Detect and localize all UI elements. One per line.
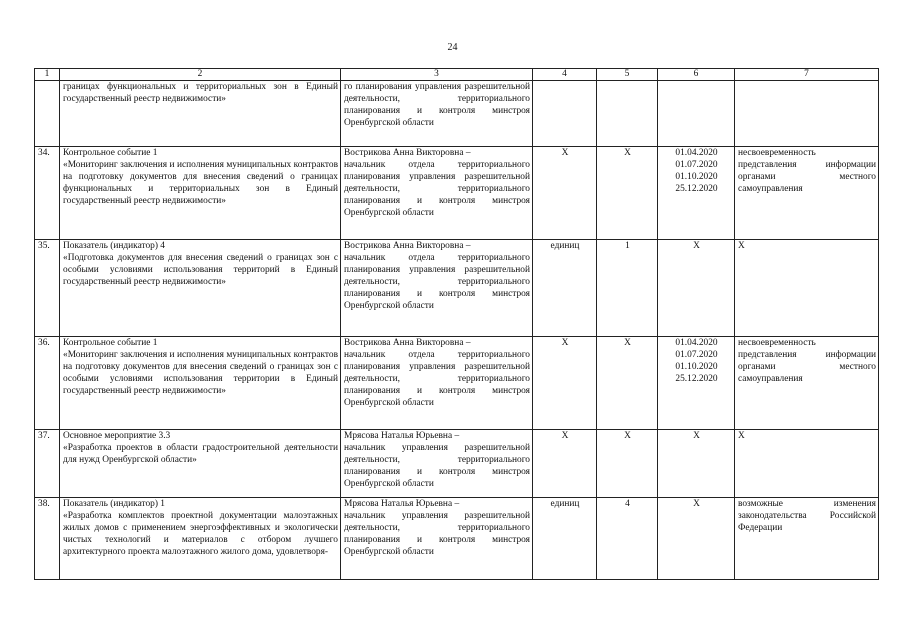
event-description <box>60 430 341 498</box>
table-row <box>35 81 879 147</box>
deadline-date: 01.07.2020 <box>675 159 718 170</box>
responsible-cell <box>341 498 533 580</box>
row-number <box>35 81 60 147</box>
event-title: Показатель (индикатор) 4 <box>63 241 165 251</box>
column-number: 5 <box>597 69 658 81</box>
deadline-date: 25.12.2020 <box>675 183 718 194</box>
unit-cell <box>533 81 597 147</box>
column-number: 4 <box>533 69 597 81</box>
responsible-cell: го планирования управления разрешительной деятельности, территориального планирования и контроля минстроя Оренбургской области <box>341 81 533 147</box>
value-cell: X <box>597 430 658 498</box>
risk-cell: несвоевременность представления информации органами местного самоуправления <box>735 147 879 240</box>
responsible-role: начальник управления разрешительной деятельности, территориального планирования и контроля минстроя Оренбургской области <box>344 510 530 557</box>
responsible-name: Вострикова Анна Викторовна – <box>344 338 471 348</box>
value-cell: 4 <box>597 498 658 580</box>
value-cell: X <box>597 337 658 430</box>
column-number: 2 <box>60 69 341 81</box>
table-row <box>35 337 879 430</box>
row-number: 37. <box>35 430 60 498</box>
unit-cell: X <box>533 147 597 240</box>
deadline-cell: X <box>658 498 735 580</box>
column-number: 3 <box>341 69 533 81</box>
column-number: 7 <box>735 69 879 81</box>
table-row <box>35 147 879 240</box>
event-description <box>60 240 341 337</box>
event-text: «Разработка комплектов проектной документации малоэтажных жилых домов с применением энергоэффективных и экологически чистых технологий и материалов с отбором лучшего архитектурного проекта малоэтажного жилого дома, удовлетворя- <box>63 510 338 557</box>
responsible-name: Вострикова Анна Викторовна – <box>344 241 471 251</box>
event-description <box>60 337 341 430</box>
event-title: Контрольное событие 1 <box>63 338 158 348</box>
column-number: 1 <box>35 69 60 81</box>
deadline-date: 01.10.2020 <box>675 171 718 182</box>
responsible-cell <box>341 240 533 337</box>
event-text: «Подготовка документов для внесения сведений о границах зон с особыми условиями использования территорий в Единый государственный реестр недвижимости» <box>63 252 338 287</box>
unit-cell: X <box>533 430 597 498</box>
risk-cell <box>735 81 879 147</box>
unit-cell: X <box>533 337 597 430</box>
deadline-cell <box>658 81 735 147</box>
event-description <box>60 498 341 580</box>
value-cell <box>597 81 658 147</box>
deadline-cell <box>658 147 735 240</box>
event-text: «Мониторинг заключения и исполнения муниципальных контрактов на подготовку документов для внесения сведений о границах зон с особыми условиями использования территории в Единый государственный реестр недвижимости» <box>63 349 338 396</box>
column-number-row <box>35 69 879 81</box>
responsible-cell <box>341 430 533 498</box>
program-table <box>34 68 879 580</box>
deadline-cell: X <box>658 430 735 498</box>
responsible-role: начальник отдела территориального планирования управления разрешительной деятельности, территориального планирования и контроля минстроя Оренбургской области <box>344 349 530 408</box>
risk-cell: возможные изменения законодательства Российской Федерации <box>735 498 879 580</box>
event-title: Основное мероприятие 3.3 <box>63 431 171 441</box>
row-number: 36. <box>35 337 60 430</box>
responsible-name: Вострикова Анна Викторовна – <box>344 148 471 158</box>
event-description: границах функциональных и территориальных зон в Единый государственный реестр недвижимости» <box>60 81 341 147</box>
table-row <box>35 498 879 580</box>
deadline-date: 01.04.2020 <box>675 148 718 158</box>
unit-cell: единиц <box>533 498 597 580</box>
event-title: Показатель (индикатор) 1 <box>63 499 165 509</box>
value-cell: X <box>597 147 658 240</box>
event-description <box>60 147 341 240</box>
deadline-date: 25.12.2020 <box>675 373 718 384</box>
risk-cell: X <box>735 240 879 337</box>
deadline-date: 01.04.2020 <box>675 338 718 348</box>
responsible-name: Мрясова Наталья Юрьевна – <box>344 431 460 441</box>
responsible-role: начальник отдела территориального планирования управления разрешительной деятельности, территориального планирования и контроля минстроя Оренбургской области <box>344 159 530 218</box>
event-text: «Мониторинг заключения и исполнения муниципальных контрактов на подготовку документов для внесения сведений о границах функциональных и территориальных зон в Единый государственный реестр недвижимости» <box>63 159 338 206</box>
deadline-date: 01.10.2020 <box>675 361 718 372</box>
row-number: 38. <box>35 498 60 580</box>
responsible-role: начальник отдела территориального планирования управления разрешительной деятельности, территориального планирования и контроля минстроя Оренбургской области <box>344 252 530 311</box>
row-number: 35. <box>35 240 60 337</box>
unit-cell: единиц <box>533 240 597 337</box>
row-number: 34. <box>35 147 60 240</box>
responsible-role: начальник управления разрешительной деятельности, территориального планирования и контроля минстроя Оренбургской области <box>344 442 530 489</box>
column-number: 6 <box>658 69 735 81</box>
risk-cell: X <box>735 430 879 498</box>
responsible-cell <box>341 337 533 430</box>
risk-cell: несвоевременность представления информации органами местного самоуправления <box>735 337 879 430</box>
event-text: «Разработка проектов в области градостроительной деятельности для нужд Оренбургской области» <box>63 442 338 465</box>
deadline-date: 01.07.2020 <box>675 349 718 360</box>
event-title: Контрольное событие 1 <box>63 148 158 158</box>
page-number: 24 <box>447 42 458 53</box>
table-row <box>35 240 879 337</box>
deadline-cell <box>658 337 735 430</box>
responsible-cell <box>341 147 533 240</box>
value-cell: 1 <box>597 240 658 337</box>
table-row <box>35 430 879 498</box>
responsible-name: Мрясова Наталья Юрьевна – <box>344 499 460 509</box>
deadline-cell: X <box>658 240 735 337</box>
